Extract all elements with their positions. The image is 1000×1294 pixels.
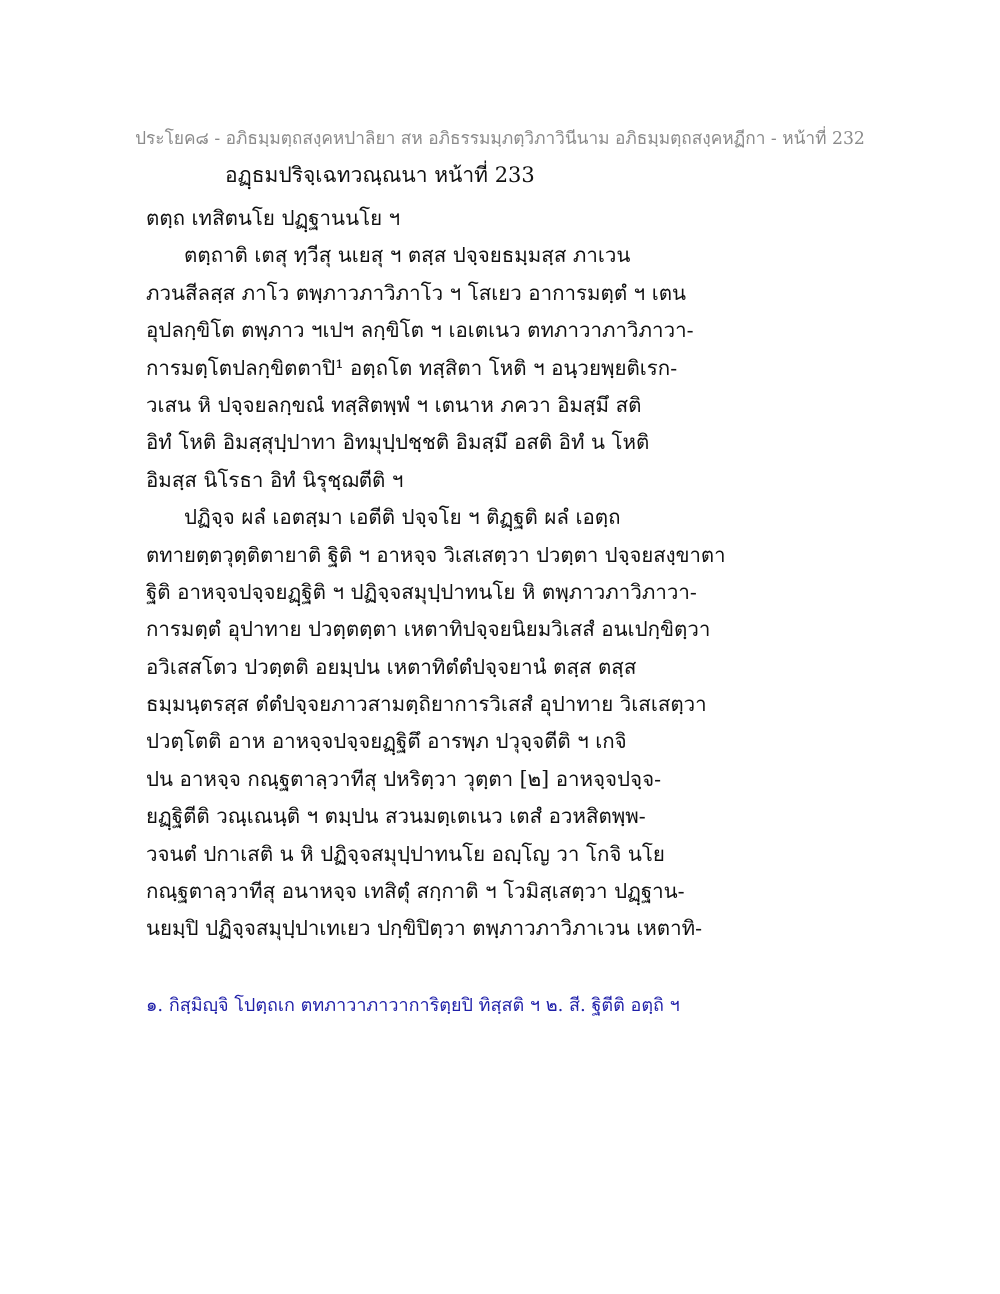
text-line: ปฏิจฺจ ผลํ เอตสฺมา เอตีติ ปจฺจโย ฯ ติฏฺฐติ ผลํ เอตฺถ <box>184 505 621 530</box>
text-line: นยมฺปิ ปฏิจฺจสมุปฺปาเทเยว ปกฺขิปิตฺวา ตพฺภาวภาวิภาเวน เหตาทิ- <box>146 916 703 941</box>
text-line: ยฏฺฐิตีติ วณฺเณนฺติ ฯ ตมฺปน สวนมตฺเตเนว เตสํ อวหสิตพฺพ- <box>146 804 646 829</box>
text-line: ปน อาหจฺจ กณฺฐตาลฺวาทีสุ ปหริตฺวา วุตฺตา [๒] อาหจฺจปจฺจ- <box>146 766 662 791</box>
text-line: อวิเสสโตว ปวตฺตติ อยมฺปน เหตาทิตํตํปจฺจยานํ ตสฺส ตสฺส <box>146 654 637 679</box>
text-line: อุปลกฺขิโต ตพฺภาว ฯเปฯ ลกฺขิโต ฯ เอเตเนว ตทภาวาภาวิภาวา- <box>146 318 694 343</box>
text-line: อิมสฺส นิโรธา อิทํ นิรุชฺฌตีติ ฯ <box>146 467 404 492</box>
text-line: ธมฺมนฺตรสฺส ตํตํปจฺจยภาวสามตฺถิยาการวิเสสํ อุปาทาย วิเสเสตฺวา <box>146 692 707 717</box>
text-line: อิทํ โหติ อิมสฺสุปฺปาทา อิทมุปฺปชฺชติ อิมสฺมึ อสติ อิทํ น โหติ <box>146 430 650 455</box>
text-line: การมตฺโตปลกฺขิตตาปิ¹ อตฺถโต ทสฺสิตา โหติ ฯ อนฺวยพฺยติเรก- <box>146 355 678 380</box>
footnote: ๑. กิสฺมิญฺจิ โปตฺถเก ตทภาวาภาวาการิตฺยปิ ทิสฺสติ ฯ ๒. สี. ฐิตีติ อตฺถิ ฯ <box>146 995 680 1016</box>
text-line: ตตฺถาติ เตสุ ทฺวีสุ นเยสุ ฯ ตสฺส ปจฺจยธมฺมสฺส ภาเวน <box>184 243 631 268</box>
text-line: ฐิติ อาหจฺจปจฺจยฏฺฐิติ ฯ ปฏิจฺจสมุปฺปาทนโย หิ ตพฺภาวภาวิภาวา- <box>146 579 697 604</box>
body-text <box>146 200 726 948</box>
text-line: ตตฺถ เทสิตนโย ปฏฺฐานนโย ฯ <box>146 206 401 230</box>
text-line: การมตฺตํ อุปาทาย ปวตฺตตฺตา เหตาทิปจฺจยนิยมวิเสสํ อนเปกฺขิตฺวา <box>146 617 711 642</box>
text-line: ตทายตฺตวุตฺติตายาติ ฐิติ ฯ อาหจฺจ วิเสเสตฺวา ปวตฺตา ปจฺจยสงฺขาตา <box>146 542 726 567</box>
text-line: ปวตฺโตติ อาห อาหจฺจปจฺจยฏฺฐิตึ อารพฺภ ปวุจฺจตีติ ฯ เกจิ <box>146 729 627 754</box>
running-header: ประโยค๘ - อภิธมฺมตฺถสงฺคหปาลิยา สห อภิธรรมมฺภตฺวิภาวินีนาม อภิธมฺมตฺถสงฺคหฏีกา - หน้าที่ 232 <box>135 129 865 149</box>
section-title: อฏฺธมปริจฺเฉทวณฺณนา หน้าที่ 233 <box>225 163 535 187</box>
text-line: วจนตํ ปกาเสติ น หิ ปฏิจฺจสมุปฺปาทนโย อญฺโญ วา โกจิ นโย <box>146 841 665 866</box>
text-line: ภวนสีลสฺส ภาโว ตพฺภาวภาวิภาโว ฯ โสเยว อาการมตฺตํ ฯ เตน <box>146 280 687 305</box>
text-line: วเสน หิ ปจฺจยลกฺขณํ ทสฺสิตพฺพํ ฯ เตนาห ภควา อิมสฺมึ สติ <box>146 392 642 417</box>
text-line: กณฺฐตาลฺวาทีสุ อนาหจฺจ เทสิตุํ สกฺกาติ ฯ โวมิสฺเสตฺวา ปฏฺฐาน- <box>146 879 685 904</box>
